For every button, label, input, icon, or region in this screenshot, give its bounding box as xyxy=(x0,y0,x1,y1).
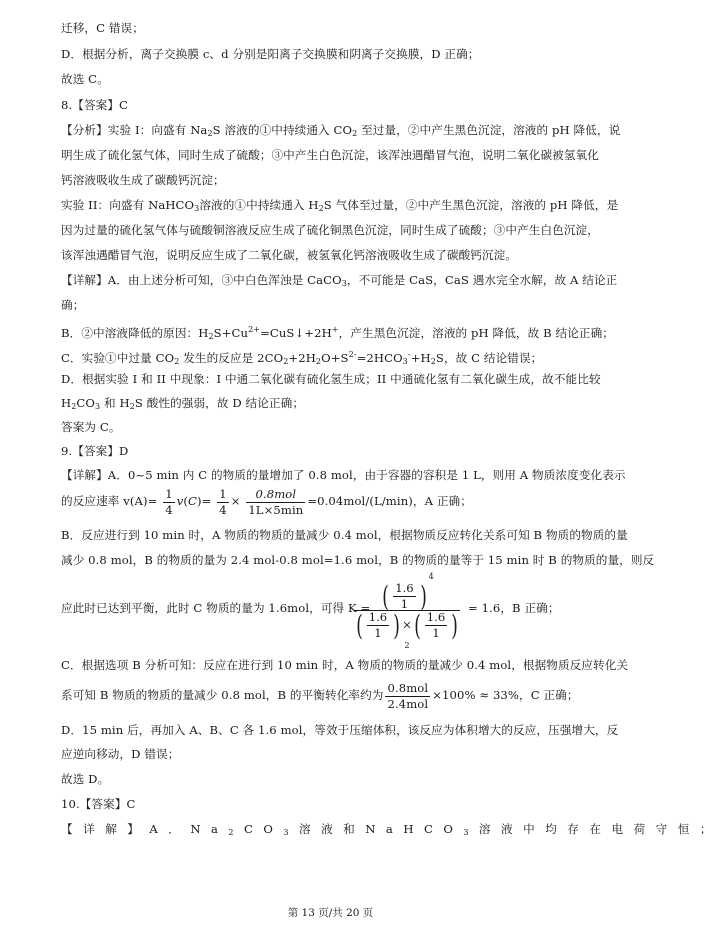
text-line: C．根据选项 B 分析可知：反应在进行到 10 min 时，A 物质的物质的量减少 0.4 mol，根据物质反应转化关 xyxy=(61,658,629,672)
fraction: $\frac{\text{0.8mol}}{\text{2.4mol}}$ xyxy=(387,680,429,711)
formula-line-rate: 的反应速率 v(A)= $\frac{1}{4}$ v(C)= $\frac{1}{4}$ × $\frac{\text{0.8mol}}{1L\times 5\min}$ =0.04mol/(L/min)，A 正确； xyxy=(61,486,472,517)
text-line: 确； xyxy=(61,298,85,312)
text-line: 【详解】A．$Na_2CO_3$溶液和NaHCO$_3$溶液中均存在电荷守恒； xyxy=(61,822,722,837)
text-line: C．实验①中过量 $CO_2$ 发生的反应是 $2CO_2+2H_2O+S^{2-}=2HCO_3^-+H_2S$，故 C 结论错误； xyxy=(61,350,543,366)
fraction: $\frac{\text{0.8mol}}{1L\times 5\min}$ xyxy=(248,486,304,517)
formula-line-k-result: = 1.6，B 正确； xyxy=(468,601,560,615)
text-line: 故选 D。 xyxy=(61,772,110,786)
formula-line-k-label: 应此时已达到平衡，此时 C 物质的量为 1.6mol，可得 K = xyxy=(61,601,371,615)
fraction: $\frac{1}{4}$ xyxy=(165,486,173,517)
page-footer: 第 13 页/共 20 页 xyxy=(287,907,374,919)
text-line: 应逆向移动，D 错误； xyxy=(61,747,180,761)
answer-heading-9: 9.【答案】D xyxy=(61,444,129,458)
text-line: 答案为 C。 xyxy=(61,420,121,434)
formula-line-conversion: 系可知 B 物质的物质的量减少 0.8 mol，B 的平衡转化率约为 $\frac{\text{0.8mol}}{\text{2.4mol}}$ ×100% ≈ 33%，C 正确； xyxy=(61,680,579,711)
answer-heading-10: 10.【答案】C xyxy=(61,797,136,811)
text-line: 【分析】实验 I：向盛有 $Na_2S$ 溶液的①中持续通入 $CO_2$ 至过量，②中产生黑色沉淀，溶液的 pH 降低，说 xyxy=(61,123,621,138)
fraction: $\frac{1}{4}$ xyxy=(219,486,227,517)
answer-heading-8: 8.【答案】C xyxy=(61,98,129,112)
text-line: 故选 C。 xyxy=(61,72,109,86)
text-line: 该浑浊遇醋冒气泡，说明反应生成了二氧化碳，被氢氧化钙溶液吸收生成了碳酸钙沉淀。 xyxy=(61,248,518,262)
text-line: D．根据分析，离子交换膜 c、d 分别是阳离子交换膜和阴离子交换膜，D 正确； xyxy=(61,47,480,61)
text-line: B．反应进行到 10 min 时，A 物质的物质的量减少 0.4 mol，根据物质反应转化关系可知 B 物质的物质的量 xyxy=(61,528,628,542)
text-line: 因为过量的硫化氢气体与硫酸铜溶液反应生成了硫化铜黑色沉淀，同时生成了硫酸；③中产生白色沉淀， xyxy=(61,223,599,237)
text-line: 减少 0.8 mol，B 的物质的量为 2.4 mol-0.8 mol=1.6 mol，B 的物质的量等于 15 min 时 B 的物质的量，则反 xyxy=(61,553,655,567)
k-formula: ( $\frac{1.6}{1}$ )$^4$ ( $\frac{1.6}{1}$ ) ×( $\frac{1.6}{1}$ )$^2$ xyxy=(356,572,458,650)
text-line: D．根据实验 I 和 II 中现象：I 中通二氧化碳有硫化氢生成；II 中通硫化氢有二氧化碳生成，故不能比较 xyxy=(61,372,601,386)
text-line: 【详解】A．0~5 min 内 C 的物质的量增加了 0.8 mol，由于容器的容积是 1 L，则用 A 物质浓度变化表示 xyxy=(61,468,626,482)
text-line: D．15 min 后，再加入 A、B、C 各 1.6 mol，等效于压缩体积，该反应为体积增大的反应，压强增大，反 xyxy=(61,723,619,737)
text-line: 钙溶液吸收生成了碳酸钙沉淀； xyxy=(61,173,225,187)
text-line: 明生成了硫化氢气体，同时生成了硫酸；③中产生白色沉淀，该浑浊遇醋冒气泡，说明二氧化碳被氢氧化 xyxy=(61,148,599,162)
text-line: B．②中溶液降低的原因：$H_2S+Cu^{2+}=CuS↓+2H^+$，产生黑色沉淀，溶液的 pH 降低，故 B 结论正确； xyxy=(61,325,614,341)
text-line: $H_2CO_3$ 和 $H_2S$ 酸性的强弱，故 D 结论正确； xyxy=(61,396,305,411)
text-line: 迁移，C 错误； xyxy=(61,21,144,35)
text-line: 实验 II：向盛有 NaHCO$_3$溶液的①中持续通入 $H_2S$ 气体至过量，②中产生黑色沉淀，溶液的 pH 降低，是 xyxy=(61,198,619,213)
text-line: 【详解】A．由上述分析可知，③中白色浑浊是 CaCO$_3$，不可能是 CaS，CaS 遇水完全水解，故 A 结论正 xyxy=(61,273,618,288)
